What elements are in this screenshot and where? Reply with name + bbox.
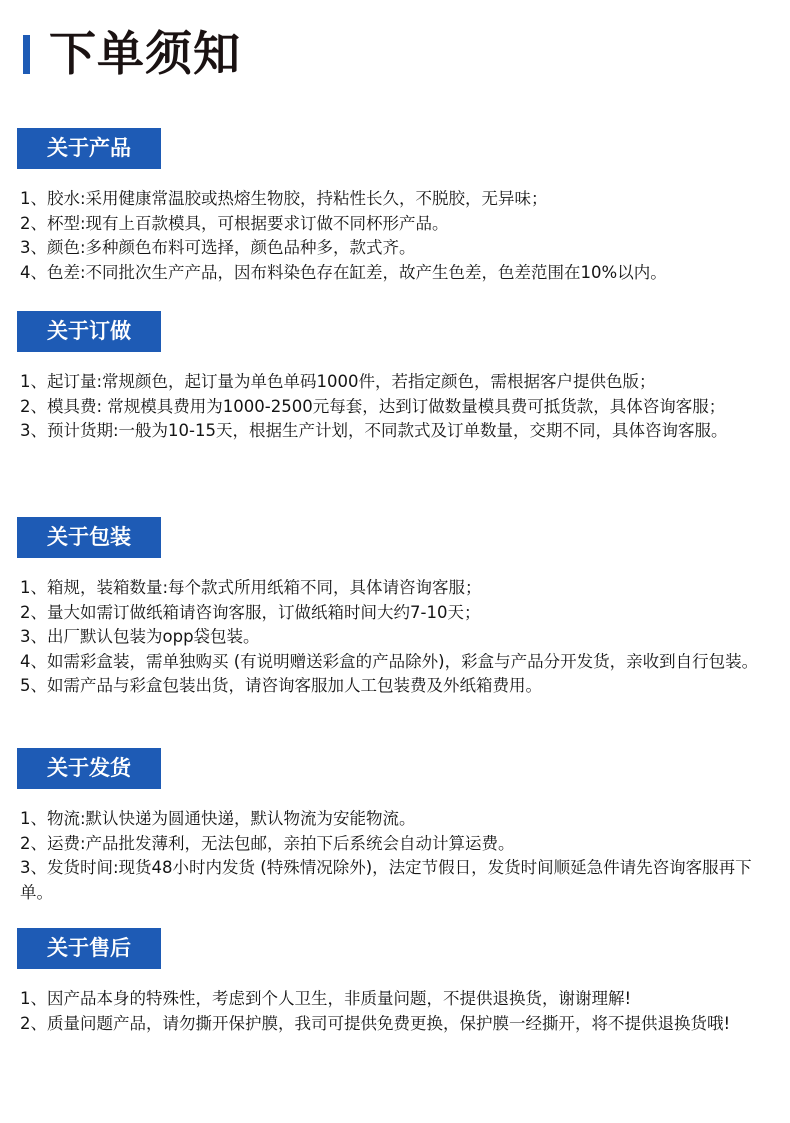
list-item: 3、发货时间:现货48小时内发货 (特殊情况除外)，法定节假日，发货时间顺延急件请先咨询客服再下单。: [20, 858, 752, 902]
list-item: 2、模具费: 常规模具费用为1000-2500元每套，达到订做数量模具费可抵货款，具体咨询客服；: [20, 396, 726, 416]
list-item: 1、起订量:常规颜色，起订量为单色单码1000件，若指定颜色，需根据客户提供色版；: [20, 372, 656, 391]
list-item: 1、因产品本身的特殊性，考虑到个人卫生，非质量问题，不提供退换货，谢谢理解!: [20, 989, 632, 1008]
list-item: 3、预计货期:一般为10-15天，根据生产计划，不同款式及订单数量，交期不同，具体咨询客服。: [20, 421, 728, 440]
list-item: 5、如需产品与彩盒包装出货，请咨询客服加人工包装费及外纸箱费用。: [20, 676, 542, 695]
list-item: 2、质量问题产品，请勿撕开保护膜，我司可提供免费更换，保护膜一经撕开，将不提供退换货哦!: [20, 1013, 731, 1033]
section-list: [20, 370, 760, 444]
list-item: 1、胶水:采用健康常温胶或热熔生物胶，持粘性长久，不脱胶，无异味；: [20, 189, 548, 208]
section-heading: 关于产品: [17, 128, 161, 169]
section-after-sales: [17, 928, 767, 1036]
section-heading: 关于售后: [17, 928, 161, 969]
section-heading: 关于包装: [17, 517, 161, 558]
section-list: [20, 576, 760, 699]
section-custom: [17, 311, 767, 444]
list-item: 1、物流:默认快递为圆通快递，默认物流为安能物流。: [20, 809, 416, 828]
section-packaging: [17, 517, 767, 699]
section-list: [20, 187, 760, 285]
page-title: 下单须知: [49, 27, 241, 82]
section-product: [17, 128, 767, 285]
section-shipping: [17, 748, 767, 905]
list-item: 2、运费:产品批发薄利，无法包邮，亲拍下后系统会自动计算运费。: [20, 833, 515, 853]
list-item: 4、色差:不同批次生产产品，因布料染色存在缸差，故产生色差，色差范围在10%以内。: [20, 262, 667, 282]
list-item: 2、量大如需订做纸箱请咨询客服，订做纸箱时间大约7-10天；: [20, 602, 481, 622]
list-item: 3、颜色:多种颜色布料可选择，颜色品种多，款式齐。: [20, 238, 416, 257]
section-list: [20, 987, 760, 1036]
list-item: 3、出厂默认包装为opp袋包装。: [20, 627, 260, 646]
title-accent-bar: [23, 35, 30, 74]
list-item: 4、如需彩盒装，需单独购买 (有说明赠送彩盒的产品除外)，彩盒与产品分开发货，亲收到自行包装。: [20, 651, 759, 671]
section-list: [20, 807, 760, 905]
section-heading: 关于发货: [17, 748, 161, 789]
list-item: 1、箱规，装箱数量:每个款式所用纸箱不同，具体请咨询客服；: [20, 578, 482, 597]
list-item: 2、杯型:现有上百款模具，可根据要求订做不同杯形产品。: [20, 213, 449, 233]
section-heading: 关于订做: [17, 311, 161, 352]
